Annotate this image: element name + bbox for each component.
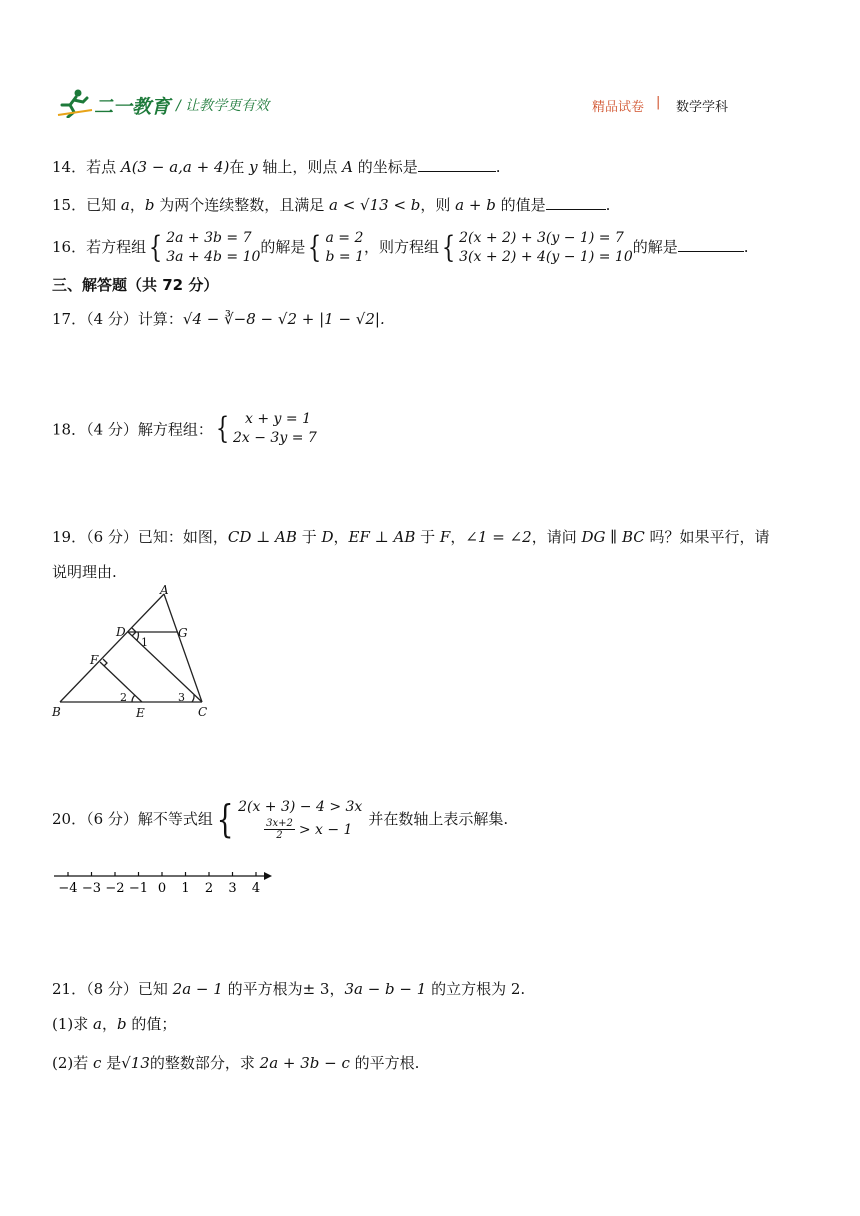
equation-row: b = 1	[325, 249, 364, 265]
q21-math: b	[117, 1015, 127, 1033]
equation-row: 3(x + 2) + 4(y − 1) = 10	[459, 249, 633, 265]
tick-label: −3	[81, 881, 102, 896]
q14-point: A(3 − a,a + 4)	[120, 158, 230, 176]
label-C: C	[198, 705, 208, 719]
equation-row: a = 2	[325, 230, 364, 246]
inequality-row	[238, 818, 362, 841]
label-D: D	[116, 625, 126, 639]
q17-text: 17．（4 分）计算：	[52, 310, 183, 328]
q14-text: 在	[229, 158, 250, 176]
question-15	[52, 194, 610, 215]
q21-text: 的立方根为 2.	[426, 980, 526, 998]
q15-text: ，则	[420, 196, 456, 214]
label-angle-3: 3	[178, 691, 185, 704]
q19-text: 19．（6 分）已知：如图，	[52, 528, 228, 546]
question-18	[52, 410, 317, 448]
q15-b: b	[144, 196, 155, 214]
label-angle-2: 2	[120, 691, 127, 704]
tick-label: −4	[58, 881, 78, 896]
q18-text: 18．（4 分）解方程组：	[52, 420, 213, 439]
q19-math: EF ⊥ AB	[348, 528, 416, 546]
tick-label: 2	[204, 881, 214, 896]
segment-DC	[128, 632, 202, 702]
q21-text: 21．（8 分）已知	[52, 980, 173, 998]
q14-A: A	[342, 158, 354, 176]
answer-blank[interactable]	[418, 171, 496, 172]
question-14	[52, 156, 501, 177]
segment-AB	[60, 594, 164, 702]
q15-text: 的值是	[495, 196, 546, 214]
equation-system-1: { 2a + 3b = 7 3a + 4b = 10	[148, 230, 261, 265]
q16-text: 的解是	[632, 238, 678, 256]
q14-text: 轴上，则点	[257, 158, 343, 176]
q21-text: 的平方根.	[349, 1054, 420, 1072]
triangle-figure	[50, 584, 220, 724]
angle-arc-3	[192, 695, 194, 702]
q19-text: 于	[415, 528, 440, 546]
q15-sum: a + b	[455, 196, 496, 214]
label-F: F	[90, 653, 99, 667]
q20-text: 20．（6 分）解不等式组	[52, 810, 213, 828]
label-angle-1: 1	[141, 636, 148, 649]
answer-blank[interactable]	[546, 209, 606, 210]
tick-label: 0	[157, 881, 167, 896]
tick-label: 1	[181, 881, 190, 896]
header-separator: |	[656, 95, 661, 110]
question-16	[52, 229, 749, 267]
q21-math: √13	[121, 1054, 150, 1072]
q19-text: ，请问	[531, 528, 582, 546]
q19-text: ，	[450, 528, 466, 546]
label-B: B	[52, 705, 61, 719]
arrow-icon	[264, 872, 272, 880]
equation-row: 2x − 3y = 7	[233, 430, 317, 446]
tick-label: −1	[128, 881, 149, 896]
q19-math: D	[321, 528, 334, 546]
q14-y: y	[249, 158, 258, 176]
tick-label: 3	[228, 881, 237, 896]
q21-math: c	[93, 1054, 102, 1072]
q21-text: 的平方根为± 3，	[222, 980, 345, 998]
q21-math: 2a + 3b − c	[259, 1054, 350, 1072]
question-19	[52, 526, 770, 547]
equation-system-3: { 2(x + 2) + 3(y − 1) = 7 3(x + 2) + 4(y − 1) = 10	[441, 230, 633, 265]
number-line	[52, 866, 282, 896]
q16-end: .	[743, 238, 749, 256]
q19-text: 吗？如果平行，请	[644, 528, 770, 546]
logo-text: 二一教育	[94, 96, 171, 118]
label-A: A	[160, 584, 169, 597]
fraction-denominator: 2	[276, 830, 283, 841]
q15-a: a	[120, 196, 130, 214]
q21-text: ，	[101, 1015, 117, 1033]
q15-text: 为两个连续整数，且满足	[154, 196, 329, 214]
equation-row: 3a + 4b = 10	[166, 249, 261, 265]
q21-math: a	[93, 1015, 102, 1033]
q16-text: ，则方程组	[364, 238, 440, 256]
logo-runner-icon	[56, 88, 94, 118]
q14-text: 的坐标是	[353, 158, 418, 176]
q15-text: 15．已知	[52, 196, 121, 214]
q19-math: CD ⊥ AB	[227, 528, 297, 546]
fraction	[264, 818, 295, 841]
q21-part-1	[52, 1013, 176, 1034]
q15-inequality: a < √13 < b	[328, 196, 421, 214]
tick-label: 4	[251, 881, 261, 896]
q19-math: F	[439, 528, 451, 546]
inequality-row: 2(x + 3) − 4 > 3x	[238, 799, 363, 815]
angle-arc-1	[137, 632, 138, 640]
answer-blank[interactable]	[678, 251, 744, 252]
paper-type: 精品试卷	[592, 100, 645, 115]
equation-row: 2(x + 2) + 3(y − 1) = 7	[459, 230, 624, 246]
q21-text: 的整数部分，求	[149, 1054, 260, 1072]
q16-text: 的解是	[260, 238, 306, 256]
q19-math: ∠1 = ∠2	[465, 528, 532, 546]
header	[56, 88, 816, 118]
q15-end: .	[605, 196, 611, 214]
equation-system: { x + y = 1 2x − 3y = 7	[215, 411, 317, 446]
q21-text: 是	[101, 1054, 122, 1072]
q15-text: ，	[129, 196, 145, 214]
q21-text: (1)求	[52, 1015, 94, 1033]
q20-text: 并在数轴上表示解集.	[368, 810, 509, 828]
q17-expression: √4 − ∛−8 − √2 + |1 − √2|.	[182, 310, 385, 328]
q21-math: 2a − 1	[172, 980, 223, 998]
question-20	[52, 796, 508, 841]
section-title: 三、解答题（共 72 分）	[52, 276, 219, 294]
q14-text: 14．若点	[52, 158, 121, 176]
q21-text: 的值；	[126, 1015, 177, 1033]
equation-system-2: { a = 2 b = 1	[308, 230, 364, 265]
inequality-rest: > x − 1	[298, 821, 353, 838]
q19-math: DG ∥ BC	[581, 528, 645, 546]
q21-math: 3a − b − 1	[344, 980, 427, 998]
q19-text: ，	[333, 528, 349, 546]
angle-arc-2	[132, 695, 135, 702]
question-17	[52, 308, 385, 329]
equation-row: x + y = 1	[245, 411, 311, 427]
inequality-system: { 2(x + 3) − 4 > 3x $\frac{3x+2}{2}$ > x − 1	[216, 796, 363, 841]
slogan: / 让教学更有效	[176, 98, 270, 114]
q14-end: .	[495, 158, 501, 176]
question-21	[52, 978, 525, 999]
tick-label: −2	[105, 881, 125, 896]
equation-row: 2a + 3b = 7	[166, 230, 252, 246]
label-E: E	[136, 706, 145, 720]
q21-part-2	[52, 1052, 419, 1073]
segment-AC	[164, 594, 202, 702]
fraction-numerator: 3x+2	[266, 818, 293, 829]
label-G: G	[178, 626, 188, 640]
subject: 数学学科	[676, 100, 729, 115]
q19-line2: 说明理由.	[52, 563, 117, 581]
q21-text: (2)若	[52, 1054, 94, 1072]
q16-text: 16．若方程组	[52, 238, 147, 256]
q19-text: 于	[296, 528, 322, 546]
